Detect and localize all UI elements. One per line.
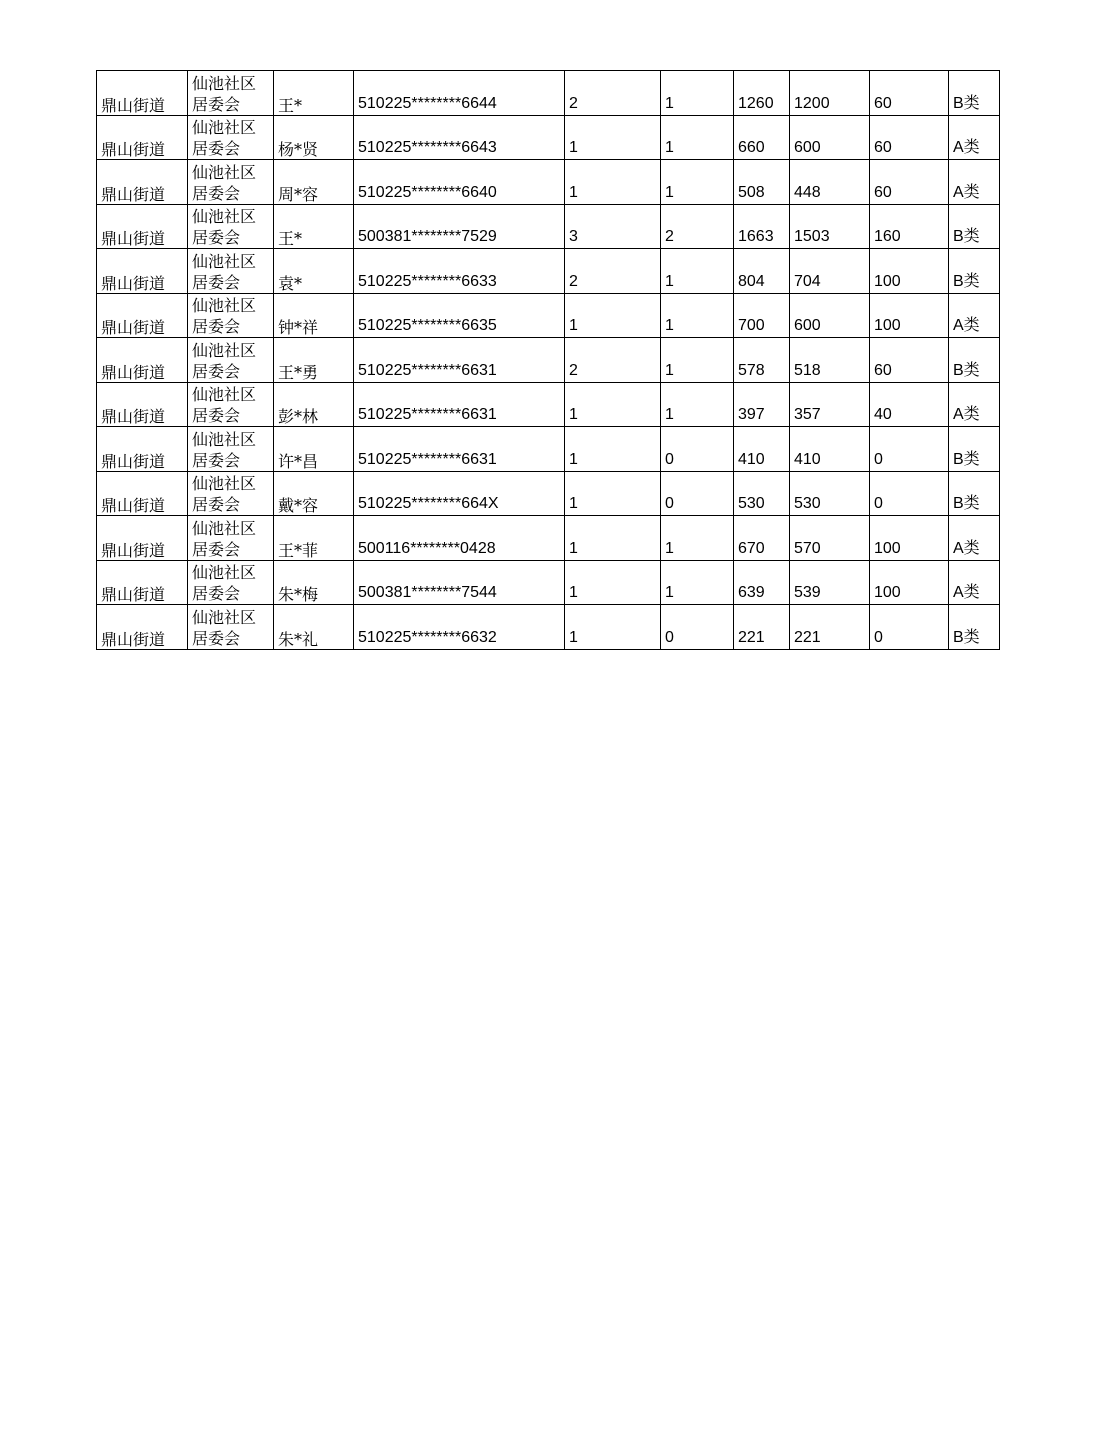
id-number-cell: 510225********6644 [354,71,565,116]
name-cell: 杨*贤 [274,115,354,160]
street-cell: 鼎山街道 [97,71,188,116]
amount-b-cell: 60 [870,338,949,383]
amount-b-cell: 100 [870,560,949,605]
table-row [97,338,1000,383]
id-number-cell: 510225********6635 [354,293,565,338]
name-cell: 王* [274,204,354,249]
name-cell: 周*容 [274,160,354,205]
street-cell: 鼎山街道 [97,204,188,249]
table-row [97,382,1000,427]
table-row [97,115,1000,160]
committee-cell [188,293,274,338]
street-cell: 鼎山街道 [97,605,188,650]
id-number-cell: 510225********664X [354,471,565,516]
committee-line-1: 仙池社区 [192,429,257,449]
committee-cell [188,382,274,427]
family-size-cell: 1 [565,560,661,605]
table-row [97,516,1000,561]
total-amount-cell: 700 [734,293,790,338]
support-count-cell: 1 [661,71,734,116]
committee-cell [188,338,274,383]
table-row [97,160,1000,205]
amount-b-cell: 60 [870,71,949,116]
support-count-cell: 1 [661,160,734,205]
family-size-cell: 1 [565,471,661,516]
category-cell: B类 [949,471,1000,516]
amount-a-cell: 357 [790,382,870,427]
category-cell: B类 [949,427,1000,472]
family-size-cell: 1 [565,293,661,338]
committee-line-2: 居委会 [192,450,241,470]
id-number-cell: 500381********7544 [354,560,565,605]
category-cell: B类 [949,338,1000,383]
committee-cell [188,204,274,249]
total-amount-cell: 660 [734,115,790,160]
support-count-cell: 1 [661,560,734,605]
committee-line-2: 居委会 [192,539,241,559]
committee-line-1: 仙池社区 [192,385,257,404]
committee-line-2: 居委会 [192,406,241,425]
amount-a-cell: 518 [790,338,870,383]
id-number-cell: 510225********6632 [354,605,565,650]
table-row [97,560,1000,605]
committee-cell [188,249,274,294]
committee-line-1: 仙池社区 [192,518,257,538]
name-cell: 朱*梅 [274,560,354,605]
family-size-cell: 1 [565,427,661,472]
committee-line-2: 居委会 [192,139,241,158]
total-amount-cell: 530 [734,471,790,516]
amount-a-cell: 600 [790,293,870,338]
table-row [97,293,1000,338]
street-cell: 鼎山街道 [97,293,188,338]
total-amount-cell: 670 [734,516,790,561]
amount-b-cell: 60 [870,115,949,160]
total-amount-cell: 221 [734,605,790,650]
category-cell: A类 [949,382,1000,427]
family-size-cell: 1 [565,160,661,205]
table-row [97,471,1000,516]
category-cell: A类 [949,115,1000,160]
category-cell: B类 [949,71,1000,116]
support-count-cell: 1 [661,382,734,427]
amount-a-cell: 448 [790,160,870,205]
committee-cell [188,115,274,160]
name-cell: 许*昌 [274,427,354,472]
committee-line-1: 仙池社区 [192,207,257,226]
amount-a-cell: 1503 [790,204,870,249]
family-size-cell: 1 [565,382,661,427]
street-cell: 鼎山街道 [97,115,188,160]
category-cell: A类 [949,560,1000,605]
id-number-cell: 510225********6631 [354,338,565,383]
id-number-cell: 510225********6643 [354,115,565,160]
name-cell: 朱*礼 [274,605,354,650]
total-amount-cell: 397 [734,382,790,427]
category-cell: A类 [949,516,1000,561]
id-number-cell: 510225********6631 [354,382,565,427]
id-number-cell: 510225********6631 [354,427,565,472]
committee-cell [188,516,274,561]
table-row [97,427,1000,472]
support-count-cell: 0 [661,471,734,516]
support-count-cell: 1 [661,249,734,294]
category-cell: B类 [949,204,1000,249]
name-cell: 王*菲 [274,516,354,561]
support-count-cell: 1 [661,516,734,561]
committee-line-1: 仙池社区 [192,118,257,137]
amount-b-cell: 160 [870,204,949,249]
name-cell: 戴*容 [274,471,354,516]
table-body [97,71,1000,650]
committee-line-1: 仙池社区 [192,162,257,182]
support-count-cell: 1 [661,293,734,338]
amount-a-cell: 570 [790,516,870,561]
street-cell: 鼎山街道 [97,382,188,427]
amount-b-cell: 100 [870,516,949,561]
street-cell: 鼎山街道 [97,471,188,516]
committee-line-1: 仙池社区 [192,73,257,93]
amount-a-cell: 221 [790,605,870,650]
committee-line-2: 居委会 [192,94,241,114]
street-cell: 鼎山街道 [97,249,188,294]
committee-line-1: 仙池社区 [192,296,257,315]
support-count-cell: 2 [661,204,734,249]
amount-a-cell: 600 [790,115,870,160]
committee-line-1: 仙池社区 [192,251,257,271]
committee-line-2: 居委会 [192,272,241,292]
amount-a-cell: 410 [790,427,870,472]
committee-cell [188,427,274,472]
name-cell: 王* [274,71,354,116]
id-number-cell: 510225********6640 [354,160,565,205]
amount-a-cell: 539 [790,560,870,605]
name-cell: 钟*祥 [274,293,354,338]
committee-cell [188,160,274,205]
amount-a-cell: 704 [790,249,870,294]
amount-b-cell: 100 [870,249,949,294]
amount-b-cell: 0 [870,427,949,472]
support-count-cell: 1 [661,338,734,383]
family-size-cell: 1 [565,516,661,561]
id-number-cell: 500116********0428 [354,516,565,561]
support-count-cell: 0 [661,605,734,650]
amount-b-cell: 40 [870,382,949,427]
family-size-cell: 1 [565,605,661,650]
committee-line-2: 居委会 [192,495,241,514]
amount-a-cell: 1200 [790,71,870,116]
records-table [96,70,1000,650]
amount-b-cell: 100 [870,293,949,338]
committee-cell [188,71,274,116]
committee-line-2: 居委会 [192,584,241,603]
family-size-cell: 2 [565,71,661,116]
family-size-cell: 2 [565,338,661,383]
street-cell: 鼎山街道 [97,160,188,205]
committee-line-2: 居委会 [192,183,241,203]
support-count-cell: 1 [661,115,734,160]
street-cell: 鼎山街道 [97,516,188,561]
family-size-cell: 3 [565,204,661,249]
total-amount-cell: 410 [734,427,790,472]
committee-line-1: 仙池社区 [192,474,257,493]
table-row [97,204,1000,249]
committee-line-2: 居委会 [192,628,241,648]
category-cell: B类 [949,605,1000,650]
committee-cell [188,560,274,605]
support-count-cell: 0 [661,427,734,472]
amount-b-cell: 0 [870,605,949,650]
total-amount-cell: 804 [734,249,790,294]
id-number-cell: 510225********6633 [354,249,565,294]
table-row [97,71,1000,116]
total-amount-cell: 1260 [734,71,790,116]
committee-cell [188,471,274,516]
name-cell: 袁* [274,249,354,294]
committee-line-2: 居委会 [192,228,241,247]
category-cell: A类 [949,160,1000,205]
street-cell: 鼎山街道 [97,560,188,605]
family-size-cell: 1 [565,115,661,160]
total-amount-cell: 639 [734,560,790,605]
total-amount-cell: 1663 [734,204,790,249]
amount-b-cell: 0 [870,471,949,516]
total-amount-cell: 508 [734,160,790,205]
family-size-cell: 2 [565,249,661,294]
total-amount-cell: 578 [734,338,790,383]
committee-line-2: 居委会 [192,317,241,336]
category-cell: A类 [949,293,1000,338]
table-row [97,249,1000,294]
name-cell: 王*勇 [274,338,354,383]
name-cell: 彭*林 [274,382,354,427]
committee-line-1: 仙池社区 [192,563,257,582]
street-cell: 鼎山街道 [97,338,188,383]
table-row [97,605,1000,650]
category-cell: B类 [949,249,1000,294]
amount-b-cell: 60 [870,160,949,205]
id-number-cell: 500381********7529 [354,204,565,249]
amount-a-cell: 530 [790,471,870,516]
committee-cell [188,605,274,650]
committee-line-2: 居委会 [192,361,241,381]
street-cell: 鼎山街道 [97,427,188,472]
committee-line-1: 仙池社区 [192,607,257,627]
committee-line-1: 仙池社区 [192,340,257,360]
